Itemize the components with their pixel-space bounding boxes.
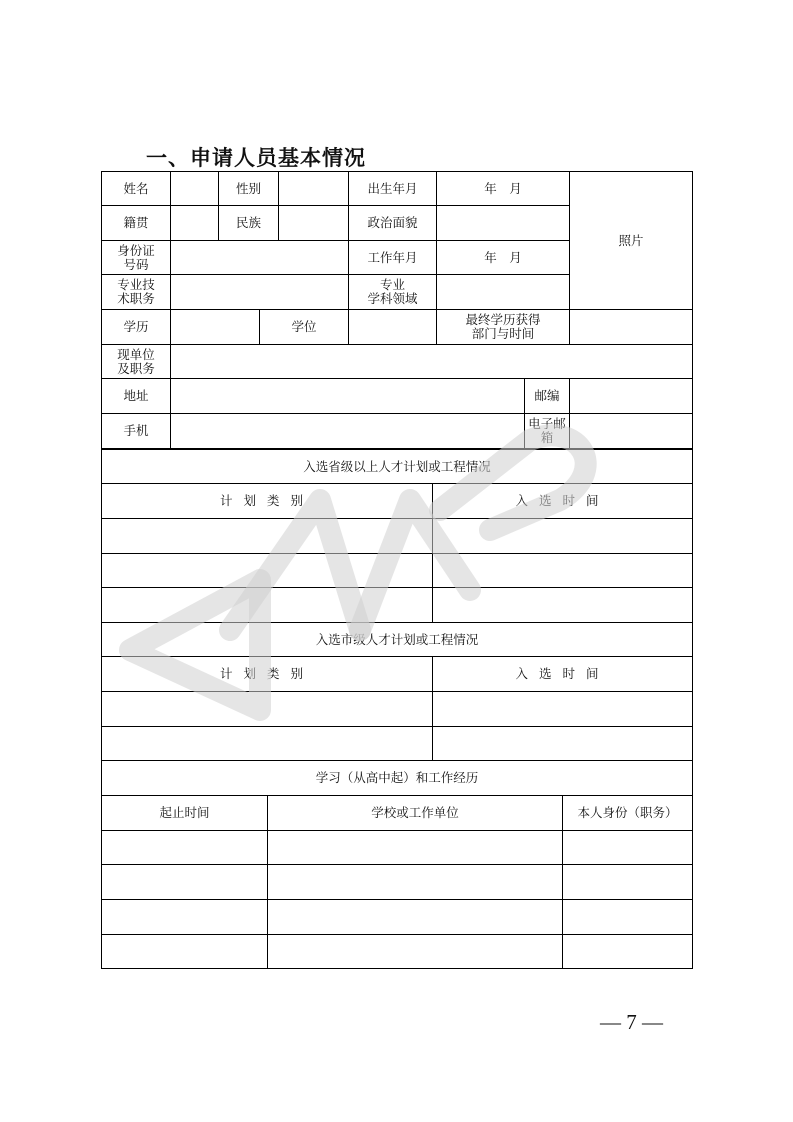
email-field[interactable] [570, 414, 693, 449]
history-period-cell[interactable] [102, 831, 268, 865]
photo-cell: 照片 [570, 172, 693, 310]
table-row [102, 831, 693, 865]
political-label: 政治面貌 [349, 206, 437, 241]
field-label [349, 275, 437, 310]
basic-info-table [101, 171, 693, 449]
final-edu-field[interactable] [570, 310, 693, 345]
unit-label-line2: 及职务 [117, 360, 155, 376]
id-label-line1: 身份证 [117, 242, 155, 258]
table-row [102, 519, 693, 554]
name-field[interactable] [171, 172, 219, 206]
provincial-category-cell[interactable] [102, 554, 433, 588]
table-row [102, 865, 693, 900]
history-unit-cell[interactable] [268, 865, 563, 900]
title-label-line1: 专业技 [117, 277, 155, 292]
municipal-heading: 入选市级人才计划或工程情况 [102, 623, 693, 657]
talent-program-table [101, 449, 693, 761]
municipal-category-cell[interactable] [102, 692, 433, 727]
postcode-field[interactable] [570, 379, 693, 414]
table-row [102, 692, 693, 727]
history-role-cell[interactable] [563, 935, 693, 969]
work-date-field[interactable]: 年 月 [437, 241, 570, 275]
unit-field[interactable] [171, 345, 693, 379]
edu-field[interactable] [171, 310, 260, 345]
municipal-col-category: 计划类别 [102, 657, 433, 692]
id-label [102, 241, 171, 275]
history-role-cell[interactable] [563, 865, 693, 900]
history-period-cell[interactable] [102, 935, 268, 969]
title-label [102, 275, 171, 310]
degree-label: 学位 [260, 310, 349, 345]
email-label: 电子邮箱 [525, 414, 570, 449]
id-label-line2: 号码 [123, 256, 149, 272]
id-field[interactable] [171, 241, 349, 275]
municipal-category-cell[interactable] [102, 727, 433, 761]
address-label: 地址 [102, 379, 171, 414]
name-label: 姓名 [102, 172, 171, 206]
gender-field[interactable] [279, 172, 349, 206]
field-field[interactable] [437, 275, 570, 310]
municipal-col-time: 入选时间 [433, 657, 693, 692]
history-role-cell[interactable] [563, 900, 693, 935]
table-row [102, 588, 693, 623]
history-table [101, 760, 693, 969]
table-row [102, 554, 693, 588]
mobile-field[interactable] [171, 414, 525, 449]
municipal-time-cell[interactable] [433, 727, 693, 761]
field-label-line2: 学科领域 [367, 291, 418, 306]
unit-label-line1: 现单位 [117, 346, 155, 362]
history-col-unit: 学校或工作单位 [268, 796, 563, 831]
address-field[interactable] [171, 379, 525, 414]
provincial-category-cell[interactable] [102, 588, 433, 623]
postcode-label: 邮编 [525, 379, 570, 414]
provincial-time-cell[interactable] [433, 588, 693, 623]
field-label-line1: 专业 [380, 277, 406, 292]
provincial-col-category: 计划类别 [102, 484, 433, 519]
mobile-label: 手机 [102, 414, 171, 449]
title-field[interactable] [171, 275, 349, 310]
degree-field[interactable] [349, 310, 437, 345]
history-heading: 学习（从高中起）和工作经历 [102, 761, 693, 796]
ethnic-label: 民族 [219, 206, 279, 241]
section-title: 一、申请人员基本情况 [146, 146, 366, 170]
history-period-cell[interactable] [102, 865, 268, 900]
work-date-label: 工作年月 [349, 241, 437, 275]
native-field[interactable] [171, 206, 219, 241]
page-number: — 7 — [600, 1010, 663, 1034]
native-label: 籍贯 [102, 206, 171, 241]
political-field[interactable] [437, 206, 570, 241]
final-edu-label-line1: 最终学历获得 [465, 312, 541, 327]
ethnic-field[interactable] [279, 206, 349, 241]
gender-label: 性别 [219, 172, 279, 206]
history-unit-cell[interactable] [268, 900, 563, 935]
birth-label: 出生年月 [349, 172, 437, 206]
table-row [102, 900, 693, 935]
edu-label: 学历 [102, 310, 171, 345]
history-col-role: 本人身份（职务） [563, 796, 693, 831]
provincial-time-cell[interactable] [433, 519, 693, 554]
title-label-line2: 术职务 [117, 291, 155, 306]
provincial-category-cell[interactable] [102, 519, 433, 554]
history-period-cell[interactable] [102, 900, 268, 935]
municipal-time-cell[interactable] [433, 692, 693, 727]
history-unit-cell[interactable] [268, 831, 563, 865]
table-row [102, 935, 693, 969]
provincial-col-time: 入选时间 [433, 484, 693, 519]
final-edu-label [437, 310, 570, 345]
birth-field[interactable]: 年 月 [437, 172, 570, 206]
history-unit-cell[interactable] [268, 935, 563, 969]
history-role-cell[interactable] [563, 831, 693, 865]
table-row [102, 727, 693, 761]
history-col-period: 起止时间 [102, 796, 268, 831]
provincial-heading: 入选省级以上人才计划或工程情况 [102, 450, 693, 484]
final-edu-label-line2: 部门与时间 [471, 326, 535, 341]
unit-label [102, 345, 171, 379]
provincial-time-cell[interactable] [433, 554, 693, 588]
